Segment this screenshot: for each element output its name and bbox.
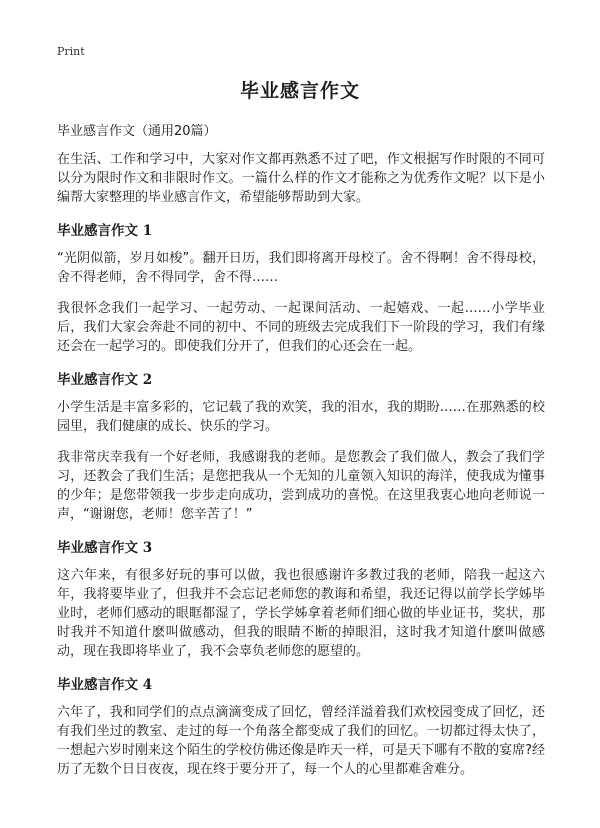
intro-paragraph: 在生活、工作和学习中，大家对作文都再熟悉不过了吧，作文根据写作时限的不同可以分为限时作文和非限时作文。一篇什么样的作文才能称之为优秀作文呢？以下是小编帮大家整理的毕业感言作文，希望能够帮助到大家。 bbox=[57, 152, 545, 205]
section-paragraph: 我很怀念我们一起学习、一起劳动、一起课间活动、一起嬉戏、一起……小学毕业后，我们大家会奔赴不同的初中、不同的班级去完成我们下一阶段的学习，我们有缘还会在一起学习的。即使我们分开了，但我们的心还会在一起。 bbox=[57, 301, 545, 354]
print-link[interactable]: Print bbox=[57, 45, 85, 58]
section-paragraph: 小学生活是丰富多彩的，它记载了我的欢笑，我的泪水，我的期盼……在那熟悉的校园里，我们健康的成长、快乐的学习。 bbox=[57, 400, 545, 434]
section-heading: 毕业感言作文 1 bbox=[57, 223, 153, 239]
page-title: 毕业感言作文 bbox=[239, 80, 360, 102]
section-heading: 毕业感言作文 2 bbox=[57, 372, 153, 388]
section-heading: 毕业感言作文 4 bbox=[57, 677, 153, 693]
section-paragraph: 六年了，我和同学们的点点滴滴变成了回忆，曾经洋溢着我们欢校园变成了回忆，还有我们坐过的教室、走过的每一个角落全都变成了我们的回忆。一切都过得太快了，一想起六岁时刚来这个陌生的学校仿佛还像是昨天一样，可是天下哪有不散的宴席?经历了无数个日日夜夜，现在终于要分开了，每一个人的心里都难舍难分。 bbox=[57, 705, 545, 777]
section-paragraph: 这六年来，有很多好玩的事可以做，我也很感谢许多教过我的老师，陪我一起这六年，我将要毕业了，但我并不会忘记老师您的教诲和希望，我还记得以前学长学姊毕业时，老师们感动的眼眶都湿了，学长学姊拿着老师们细心做的毕业证书，奖状，那时我并不知道什麽叫做感动，但我的眼睛不断的掉眼泪，这时我才知道什麽叫做感动，现在我即将毕业了，我不会辜负老师您的愿望的。 bbox=[57, 568, 545, 659]
section-heading: 毕业感言作文 3 bbox=[57, 540, 153, 556]
section-paragraph: 我非常庆幸我有一个好老师，我感谢我的老师。是您教会了我们做人，教会了我们学习，还教会了我们生活；是您把我从一个无知的儿童领入知识的海洋，使我成为懂事的少年；是您带领我一步步走向成功，尝到成功的喜悦。在这里我衷心地向老师说一声，“谢谢您，老师！您辛苦了！” bbox=[57, 450, 545, 522]
section-paragraph: “光阴似箭，岁月如梭”。翻开日历，我们即将离开母校了。舍不得啊！舍不得母校，舍不得老师，舍不得同学，舍不得…… bbox=[57, 251, 545, 285]
subtitle: 毕业感言作文（通用20篇） bbox=[57, 124, 217, 139]
document-body bbox=[57, 150, 545, 791]
